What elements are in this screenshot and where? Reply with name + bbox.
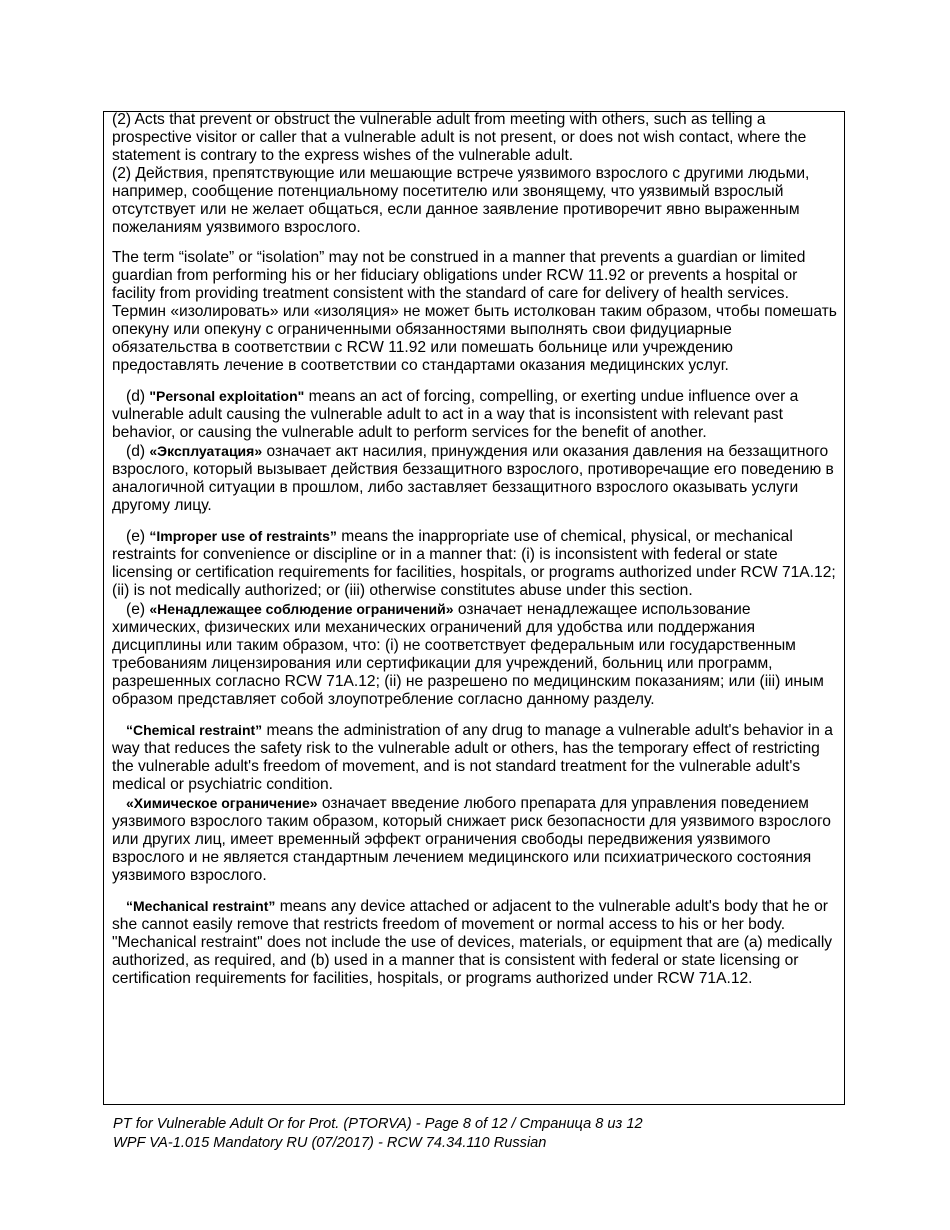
para-isolate-2-en: (2) Acts that prevent or obstruct the vulnerable adult from meeting with others, such as telling a prospective visitor or caller that a vulnerable adult is not present, or does not wish contact, where the statement is contrary to the express wishes of the vulnerable adult. [112, 111, 807, 164]
term-chemical-restraint: “Chemical restraint” [126, 722, 263, 738]
footer-line-1: PT for Vulnerable Adult Or for Prot. (PTORVA) - Page 8 of 12 / Страница 8 из 12 [113, 1116, 643, 1132]
para-chemical-en: “Chemical restraint” means the administration of any drug to manage a vulnerable adult's behavior in a way that reduces the safety risk to the vulnerable adult or others, has the temporary effect of restricting the vulnerable adult's freedom of movement, and is not standard treatment for the vulnerable adult's medical or psychiatric condition. [112, 722, 833, 793]
term-personal-exploitation: "Personal exploitation" [149, 388, 305, 404]
term-mechanical-restraint: “Mechanical restraint” [126, 898, 276, 914]
page-footer [113, 1115, 853, 1153]
document-body [112, 111, 838, 988]
para-chemical-ru: «Химическое ограничение» означает введение любого препарата для управления поведением уязвимого взрослого таким образом, который снижает риск безопасности для уязвимого взрослого или других лиц, имеет временный эффект ограничения свободы передвижения уязвимого взрослого и не является стандартным лечением медицинского или психиатрического состояния уязвимого взрослого. [112, 795, 831, 884]
para-isolate-term-ru: Термин «изолировать» или «изоляция» не может быть истолкован таким образом, чтобы помешать опекуну или опекуну с ограниченными обязанностями выполнять свои фидуциарные обязательства в соответствии с RCW 11.92 или помешать больнице или учреждению предоставлять лечение в соответствии со стандартами оказания медицинских услуг. [112, 303, 837, 374]
para-e-en: (e) “Improper use of restraints” means the inappropriate use of chemical, physical, or mechanical restraints for convenience or discipline or in a manner that: (i) is inconsistent with federal or state licensing or certification requirements for facilities, hospitals, or programs authorized under RCW 71A.12; (ii) is not medically authorized; or (iii) otherwise constitutes abuse under this section. [112, 528, 836, 599]
para-d-ru: (d) «Эксплуатация» означает акт насилия, принуждения или оказания давления на беззащитного взрослого, который вызывает действия беззащитного взрослого, противоречащие его поведению в аналогичной ситуации в прошлом, либо заставляет беззащитного взрослого оказывать услуги другому лицу. [112, 443, 834, 514]
para-e-ru: (e) «Ненадлежащее соблюдение ограничений» означает ненадлежащее использование химических, физических или механических ограничений для удобства или поддержания дисциплины или таким образом, что: (i) не соответствует федеральным или государственным требованиям лицензирования или сертификации для учреждений, больниц или программ, разрешенных согласно RCW 71A.12; (ii) не разрешено по медицинским показаниям; или (iii) иным образом представляет собой злоупотребление согласно данному разделу. [112, 601, 824, 708]
term-chemical-restraint-ru: «Химическое ограничение» [126, 795, 318, 811]
term-exploitation-ru: «Эксплуатация» [149, 443, 263, 459]
term-improper-restraints-ru: «Ненадлежащее соблюдение ограничений» [149, 601, 454, 617]
term-improper-use-of-restraints: “Improper use of restraints” [149, 528, 337, 544]
para-mechanical-en: “Mechanical restraint” means any device attached or adjacent to the vulnerable adult's body that he or she cannot easily remove that restricts freedom of movement or normal access to his or her body. "Mechanical restraint" does not include the use of devices, materials, or equipment that are (a) medically authorized, as required, and (b) used in a manner that is consistent with federal or state licensing or certification requirements for facilities, hospitals, or programs authorized under RCW 71A.12. [112, 898, 833, 987]
para-d-en: (d) "Personal exploitation" means an act of forcing, compelling, or exerting undue influence over a vulnerable adult causing the vulnerable adult to act in a way that is inconsistent with relevant past behavior, or causing the vulnerable adult to perform services for the benefit of another. [112, 388, 799, 441]
para-isolate-term-en: The term “isolate” or “isolation” may not be construed in a manner that prevents a guardian or limited guardian from performing his or her fiduciary obligations under RCW 11.92 or prevents a hospital or facility from providing treatment consistent with the standard of care for delivery of health services. [112, 249, 806, 302]
footer-line-2: WPF VA-1.015 Mandatory RU (07/2017) - RCW 74.34.110 Russian [113, 1135, 547, 1151]
para-isolate-2-ru: (2) Действия, препятствующие или мешающие встрече уязвимого взрослого с другими людьми, например, сообщение потенциальному посетителю или звонящему, что уязвимый взрослый отсутствует или не желает общаться, если данное заявление противоречит явно выраженным пожеланиям уязвимого взрослого. [112, 165, 810, 236]
